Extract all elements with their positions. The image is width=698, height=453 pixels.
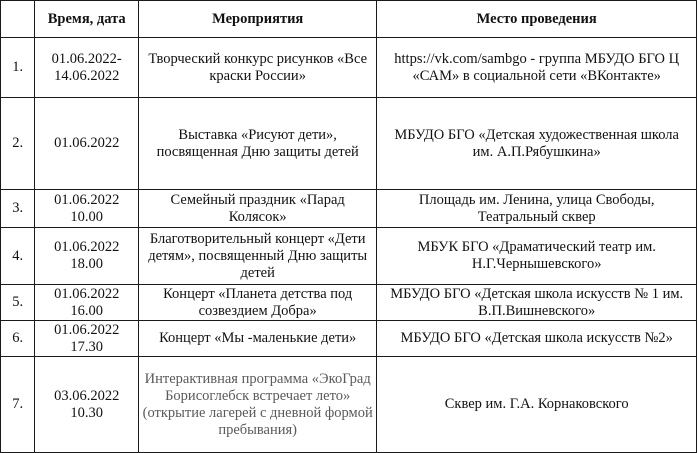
header-date-label: Время, дата [47,10,126,27]
row-date: 01.06.2022 17.30 [35,321,138,357]
row-event: Концерт «Мы -маленькие дети» [138,321,376,357]
table-row [1,190,697,228]
row-date: 01.06.2022 [35,98,138,190]
header-event: Мероприятия [138,1,376,38]
table-row [1,357,697,453]
row-date: 01.06.2022 10.00 [35,190,138,228]
table-row [1,38,697,98]
row-event: Благотворительный концерт «Дети детям», посвященный Дню защиты детей [138,228,376,285]
row-num: 1. [1,38,35,98]
row-place [377,190,697,228]
row-place [377,357,697,453]
row-place-text: МБУК БГО «Драматический театр им. Н.Г.Чернышевского» [417,239,656,272]
table-row [1,228,697,285]
row-date: 03.06.2022 10.30 [35,357,138,453]
row-event: Интерактивная программа «ЭкоГрад Борисоглебск встречает лето» (открытие лагерей с дневной формой пребывания) [138,357,376,453]
row-place-text: МБУДО БГО «Детская школа искусств № 1 им. В.П.Вишневского» [390,285,684,319]
header-num [1,1,35,38]
row-num: 4. [1,228,35,285]
header-date [35,1,138,38]
table-row [1,98,697,190]
row-place [377,321,697,357]
row-event: Концерт «Планета детства под созвездием Добра» [138,285,376,321]
row-place-text: Площадь им. Ленина, улица Свободы, Театральный сквер [418,191,655,225]
row-place-text: МБУДО БГО «Детская школа искусств №2» [400,330,673,346]
row-event: Творческий конкурс рисунков «Все краски России» [138,38,376,98]
row-place-text: МБУДО БГО «Детская художественная школа им. А.П.Рябушкина» [394,126,679,160]
row-num: 7. [1,357,35,453]
row-event: Выставка «Рисуют дети», посвященная Дню защиты детей [138,98,376,190]
row-place [377,228,697,285]
row-event: Семейный праздник «Парад Колясок» [138,190,376,228]
row-num: 2. [1,98,35,190]
row-date: 01.06.2022 18.00 [35,228,138,285]
row-place [377,98,697,190]
row-num: 5. [1,285,35,321]
table-row [1,285,697,321]
row-place-text: Сквер им. Г.А. Корнаковского [444,396,629,412]
row-place-text: https://vk.com/sambgo - группа МБУДО БГО Ц «САМ» в социальной сети «ВКонтакте» [394,50,680,84]
row-place [377,38,697,98]
table-header-row [1,1,697,38]
row-place [377,285,697,321]
row-date: 01.06.2022 16.00 [35,285,138,321]
row-num: 6. [1,321,35,357]
table-row [1,321,697,357]
row-date: 01.06.2022- 14.06.2022 [35,38,138,98]
header-place: Место проведения [377,1,697,38]
row-num: 3. [1,190,35,228]
